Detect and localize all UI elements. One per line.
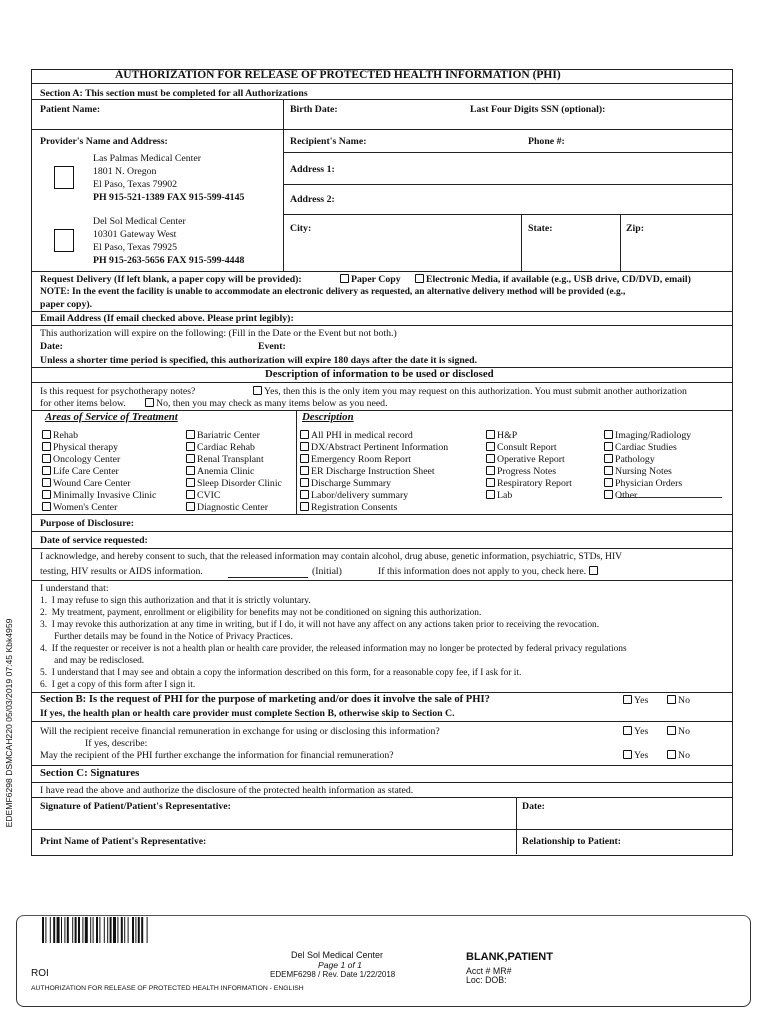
facility-1-line: PH 915-521-1389 FAX 915-599-4145: [93, 192, 245, 203]
state-label[interactable]: State:: [528, 223, 553, 234]
footer-loc: Loc: DOB:: [466, 975, 507, 985]
checkbox-label: DX/Abstract Pertinent Information: [311, 442, 449, 453]
checkbox[interactable]: [486, 454, 495, 463]
checkbox-option[interactable]: [486, 454, 565, 465]
electronic-label: Electronic Media, if available (e.g., USB drive, CD/DVD, email): [426, 274, 691, 285]
checkbox-option[interactable]: [486, 430, 517, 441]
understand-item: 1. I may refuse to sign this authorization and that it is strictly voluntary.: [40, 596, 311, 606]
checkbox-option[interactable]: [300, 466, 435, 477]
b-question-1: Will the recipient receive financial remuneration in exchange for using or disclosing this information?: [40, 726, 440, 737]
b-main-yes-checkbox[interactable]: [623, 695, 632, 704]
checkbox-label: Nursing Notes: [615, 466, 672, 477]
checkbox-label: Oncology Center: [53, 454, 121, 465]
b-q2-no[interactable]: [667, 750, 690, 761]
footer-page: Page 1 of 1: [318, 960, 362, 970]
checkbox[interactable]: [186, 466, 195, 475]
checkbox-label: CVIC: [197, 490, 221, 501]
understand-intro: I understand that:: [40, 583, 109, 594]
checkbox-label: Sleep Disorder Clinic: [197, 478, 282, 489]
checkbox-label: Pathology: [615, 454, 655, 465]
divider: [284, 214, 733, 215]
delivery-label: Request Delivery (If left blank, a paper copy will be provided):: [40, 274, 302, 285]
checkbox-label: Life Care Center: [53, 466, 119, 477]
checkbox[interactable]: [300, 466, 309, 475]
checkbox-option[interactable]: [604, 442, 677, 453]
barcode-bar: [121, 917, 123, 943]
section-b-heading: Section B: Is the request of PHI for the purpose of marketing and/or does it involve the sale of PHI?: [40, 694, 490, 705]
psych-no-label: No, then you may check as many items below as you need.: [156, 398, 388, 409]
barcode-bar: [104, 917, 105, 943]
checkbox-option[interactable]: [186, 466, 254, 477]
description-subheading: Description: [302, 411, 354, 423]
divider: [620, 214, 621, 271]
checkbox[interactable]: [300, 454, 309, 463]
checkbox[interactable]: [42, 442, 51, 451]
no-label: No: [678, 726, 690, 737]
delivery-note: paper copy).: [40, 299, 93, 310]
electronic-option[interactable]: [415, 274, 691, 285]
address1-label[interactable]: Address 1:: [290, 164, 335, 175]
understand-item: 5. I understand that I may see and obtain a copy the information described on this form, for a reasonable copy fee, if I ask for it.: [40, 668, 522, 678]
divider: [516, 797, 517, 854]
checkbox[interactable]: [604, 478, 613, 487]
checkbox-option[interactable]: [42, 466, 119, 477]
checkbox-label: Progress Notes: [497, 466, 557, 477]
psych-no-option[interactable]: [145, 398, 388, 409]
divider: [31, 325, 733, 326]
checkbox-option[interactable]: [186, 502, 268, 513]
checkbox-option[interactable]: [604, 430, 691, 441]
not-apply-checkbox[interactable]: [589, 566, 598, 575]
psych-question: Is this request for psychotherapy notes?: [40, 386, 196, 397]
not-apply-option[interactable]: [378, 566, 600, 577]
barcode-bar: [93, 917, 94, 943]
checkbox-option[interactable]: [186, 454, 264, 465]
divider: [296, 410, 297, 514]
barcode-bar: [113, 917, 116, 943]
yes-label: Yes: [634, 695, 649, 706]
section-c-heading: Section C: Signatures: [40, 767, 140, 779]
relationship-label[interactable]: Relationship to Patient:: [522, 836, 622, 847]
checkbox-option[interactable]: [604, 490, 637, 501]
barcode-bar: [99, 917, 100, 943]
divider: [31, 797, 733, 798]
barcode-bar: [135, 917, 136, 943]
facility-1-line: 1801 N. Oregon: [93, 166, 157, 177]
checkbox[interactable]: [486, 430, 495, 439]
checkbox-option[interactable]: [186, 490, 220, 501]
checkbox[interactable]: [42, 466, 51, 475]
birth-date-label[interactable]: Birth Date:: [290, 104, 338, 115]
divider: [283, 99, 284, 129]
checkbox[interactable]: [604, 490, 613, 499]
checkbox-label: Consult Report: [497, 442, 557, 453]
checkbox-label: Emergency Room Report: [311, 454, 411, 465]
section-c-read: I have read the above and authorize the disclosure of the protected health information as stated.: [40, 785, 414, 796]
divider: [31, 514, 733, 515]
checkbox[interactable]: [300, 478, 309, 487]
phone-label[interactable]: Phone #:: [528, 136, 565, 147]
barcode-bar: [57, 917, 60, 943]
checkbox[interactable]: [604, 442, 613, 451]
sign-date-label[interactable]: Date:: [522, 801, 545, 812]
paper-copy-checkbox[interactable]: [340, 274, 349, 283]
checkbox-option[interactable]: [300, 430, 413, 441]
recipient-label[interactable]: Recipient's Name:: [290, 136, 367, 147]
facility-1-line: El Paso, Texas 79902: [93, 179, 178, 190]
initial-label: (Initial): [312, 566, 342, 577]
provider-label: Provider's Name and Address:: [40, 136, 168, 147]
areas-heading: Areas of Service of Treatment: [45, 411, 178, 423]
understand-item: 4. If the requester or receiver is not a health plan or health care provider, the released information may no longer be protected by federal privacy regulations: [40, 644, 627, 654]
checkbox-option[interactable]: [42, 430, 78, 441]
barcode-bar: [61, 917, 62, 943]
checkbox[interactable]: [300, 502, 309, 511]
checkbox-label: Operative Report: [497, 454, 565, 465]
checkbox-label: Lab: [497, 490, 513, 501]
print-name-label[interactable]: Print Name of Patient's Representative:: [40, 836, 207, 847]
checkbox-option[interactable]: [186, 478, 282, 489]
divider: [284, 184, 733, 185]
facility-2-line: 10301 Gateway West: [93, 229, 177, 240]
checkbox[interactable]: [42, 478, 51, 487]
divider: [31, 382, 733, 383]
facility-2-checkbox[interactable]: [54, 229, 74, 252]
patient-name-label[interactable]: Patient Name:: [40, 104, 101, 115]
divider: [31, 311, 733, 312]
checkbox-option[interactable]: [604, 454, 655, 465]
checkbox-label: Diagnostic Center: [197, 502, 269, 513]
checkbox[interactable]: [486, 478, 495, 487]
footer-acct: Acct # MR#: [466, 966, 512, 976]
checkbox-label: All PHI in medical record: [311, 430, 413, 441]
initial-line[interactable]: [228, 577, 308, 578]
checkbox-option[interactable]: [486, 466, 556, 477]
psych-yes-checkbox[interactable]: [253, 386, 262, 395]
checkbox[interactable]: [42, 430, 51, 439]
not-apply-label: If this information does not apply to you, check here.: [378, 566, 587, 577]
checkbox-option[interactable]: [300, 454, 411, 465]
checkbox-label: Minimally Invasive Clinic: [53, 490, 157, 501]
checkbox-label: Bariatric Center: [197, 430, 260, 441]
checkbox-option[interactable]: [42, 478, 131, 489]
yes-label: Yes: [634, 750, 649, 761]
divider: [31, 271, 733, 272]
checkbox-label: Cardiac Rehab: [197, 442, 255, 453]
unless-text: Unless a shorter time period is specified, this authorization will expire 180 days after the date it is signed.: [40, 355, 478, 366]
barcode-bar: [45, 917, 46, 943]
divider: [31, 782, 733, 783]
barcode-bar: [78, 917, 80, 943]
barcode-bar: [117, 917, 118, 943]
checkbox[interactable]: [42, 490, 51, 499]
footer-facility: Del Sol Medical Center: [291, 950, 384, 960]
acknowledge-text: I acknowledge, and hereby consent to such, that the released information may contain alcohol, drug abuse, genetic information, psychiatric, STDs, HIV: [40, 551, 623, 562]
checkbox-option[interactable]: [486, 478, 572, 489]
divider: [284, 152, 733, 153]
yes-label: Yes: [634, 726, 649, 737]
checkbox-option[interactable]: [186, 442, 255, 453]
barcode-bar: [72, 917, 73, 943]
divider: [283, 129, 284, 271]
divider: [31, 548, 733, 549]
divider: [31, 692, 733, 693]
b-describe-label[interactable]: If yes, describe:: [85, 738, 148, 749]
checkbox-label: Discharge Summary: [311, 478, 392, 489]
zip-label[interactable]: Zip:: [626, 223, 644, 234]
barcode-bar: [96, 917, 98, 943]
barcode-bar: [82, 917, 83, 943]
b-main-no[interactable]: [667, 695, 690, 706]
no-label: No: [678, 695, 690, 706]
psych-yes-option[interactable]: [253, 386, 687, 397]
checkbox-option[interactable]: [604, 478, 682, 489]
checkbox-option[interactable]: [300, 502, 397, 513]
checkbox[interactable]: [604, 454, 613, 463]
email-label[interactable]: Email Address (If email checked above. Please print legibly):: [40, 313, 294, 324]
checkbox[interactable]: [42, 502, 51, 511]
checkbox[interactable]: [486, 490, 495, 499]
checkbox-label: Wound Care Center: [53, 478, 131, 489]
checkbox-label: Respiratory Report: [497, 478, 572, 489]
checkbox-option[interactable]: [42, 490, 156, 501]
barcode-bar: [147, 917, 148, 943]
checkbox[interactable]: [186, 454, 195, 463]
b-q1-yes-checkbox[interactable]: [623, 726, 632, 735]
b-q1-yes[interactable]: [623, 726, 648, 737]
electronic-checkbox[interactable]: [415, 274, 424, 283]
checkbox[interactable]: [186, 478, 195, 487]
checkbox-label: Registration Consents: [311, 502, 398, 513]
understand-item: 6. I get a copy of this form after I sign it.: [40, 680, 196, 690]
b-q2-yes-checkbox[interactable]: [623, 750, 632, 759]
divider: [31, 531, 733, 532]
facility-2-line: El Paso, Texas 79925: [93, 242, 178, 253]
footer-patient: BLANK,PATIENT: [466, 951, 553, 963]
psych-yes-label: Yes, then this is the only item you may request on this authorization. You must submit another authorization: [264, 386, 687, 397]
expire-text: This authorization will expire on the following: (Fill in the Date or the Event but not both.): [40, 328, 397, 339]
description-heading: Description of information to be used or disclosed: [265, 368, 494, 380]
b-q1-no-checkbox[interactable]: [667, 726, 676, 735]
divider: [31, 765, 733, 766]
date-service-label[interactable]: Date of service requested:: [40, 535, 148, 546]
b-q1-no[interactable]: [667, 726, 690, 737]
checkbox-option[interactable]: [42, 502, 117, 513]
barcode-bar: [124, 917, 125, 943]
address2-label[interactable]: Address 2:: [290, 194, 335, 205]
checkbox-label: Cardiac Studies: [615, 442, 677, 453]
checkbox-label: Physical therapy: [53, 442, 119, 453]
purpose-label[interactable]: Purpose of Disclosure:: [40, 518, 134, 529]
checkbox-option[interactable]: [300, 478, 391, 489]
checkbox-option[interactable]: [486, 442, 557, 453]
event-label[interactable]: Event:: [258, 341, 286, 352]
b-question-2: May the recipient of the PHI further exchange the information for financial remuneration?: [40, 750, 394, 761]
b-q2-yes[interactable]: [623, 750, 648, 761]
footer-roi: ROI: [31, 968, 49, 979]
checkbox[interactable]: [300, 442, 309, 451]
checkbox-option[interactable]: [486, 490, 512, 501]
barcode-bar: [132, 917, 134, 943]
barcode-bar: [53, 917, 55, 943]
barcode-bar: [141, 917, 143, 943]
checkbox-label: Imaging/Radiology: [615, 430, 692, 441]
signature-label[interactable]: Signature of Patient/Patient's Representative:: [40, 801, 231, 812]
b-main-yes[interactable]: [623, 695, 648, 706]
facility-1-checkbox[interactable]: [54, 166, 74, 189]
other-field-line[interactable]: [618, 497, 722, 498]
barcode-bar: [50, 917, 51, 943]
checkbox[interactable]: [186, 490, 195, 499]
psych-question-cont: for other items below.: [40, 398, 126, 409]
barcode: [42, 917, 188, 943]
b-q2-no-checkbox[interactable]: [667, 750, 676, 759]
understand-item: and may be redisclosed.: [40, 656, 145, 666]
footer-form-id: EDEMF6298 / Rev. Date 1/22/2018: [270, 970, 396, 979]
checkbox-option[interactable]: [42, 442, 118, 453]
checkbox-label: Women's Center: [53, 502, 118, 513]
b-main-no-checkbox[interactable]: [667, 695, 676, 704]
facility-1-line: Las Palmas Medical Center: [93, 153, 202, 164]
facility-2-line: PH 915-263-5656 FAX 915-599-4448: [93, 255, 245, 266]
barcode-bar: [64, 917, 65, 943]
barcode-bar: [128, 917, 129, 943]
divider: [31, 829, 733, 830]
divider: [31, 721, 733, 722]
facility-2-line: Del Sol Medical Center: [93, 216, 186, 227]
barcode-bar: [90, 917, 91, 943]
divider: [31, 99, 733, 100]
section-a-heading: Section A: This section must be completed for all Authorizations: [40, 88, 308, 99]
acknowledge-text: testing, HIV results or AIDS information.: [40, 566, 203, 577]
checkbox-option[interactable]: [300, 490, 408, 501]
checkbox-option[interactable]: [604, 466, 672, 477]
checkbox-option[interactable]: [42, 454, 120, 465]
checkbox-option[interactable]: [300, 442, 448, 453]
footer-form-title: AUTHORIZATION FOR RELEASE OF PROTECTED HEALTH INFORMATION - ENGLISH: [31, 985, 304, 992]
checkbox-label: Renal Transplant: [197, 454, 264, 465]
no-label: No: [678, 750, 690, 761]
understand-item: 2. My treatment, payment, enrollment or eligibility for benefits may not be conditioned on signing this authorization.: [40, 608, 482, 618]
form-title: AUTHORIZATION FOR RELEASE OF PROTECTED HEALTH INFORMATION (PHI): [115, 69, 561, 81]
checkbox-label: Labor/delivery summary: [311, 490, 409, 501]
checkbox-option[interactable]: [186, 430, 260, 441]
understand-item: 3. I may revoke this authorization at any time in writing, but if I do, it will not have any affect on any actions taken prior to receiving the revocation.: [40, 620, 600, 630]
checkbox[interactable]: [486, 466, 495, 475]
paper-copy-option[interactable]: [340, 274, 401, 285]
divider: [31, 129, 733, 130]
psych-no-checkbox[interactable]: [145, 398, 154, 407]
date-label[interactable]: Date:: [40, 341, 63, 352]
paper-copy-label: Paper Copy: [351, 274, 401, 285]
checkbox-label: ER Discharge Instruction Sheet: [311, 466, 435, 477]
barcode-bar: [67, 917, 69, 943]
section-b-subtext: If yes, the health plan or health care provider must complete Section B, otherwise skip to Section C.: [40, 708, 455, 719]
side-stamp: EDEMF6298 DSMCAH220 05/03/2019 07:45 Kbk4959: [4, 618, 14, 828]
delivery-note: NOTE: In the event the facility is unable to accommodate an electronic delivery as requested, an alternative delivery method will be provided (e.g.,: [40, 287, 626, 297]
barcode-bar: [85, 917, 88, 943]
checkbox[interactable]: [186, 430, 195, 439]
checkbox[interactable]: [300, 490, 309, 499]
ssn-label[interactable]: Last Four Digits SSN (optional):: [470, 104, 606, 115]
barcode-bar: [110, 917, 112, 943]
checkbox-label: Rehab: [53, 430, 79, 441]
divider: [521, 214, 522, 271]
checkbox[interactable]: [486, 442, 495, 451]
checkbox[interactable]: [42, 454, 51, 463]
barcode-bar: [138, 917, 140, 943]
checkbox-label: H&P: [497, 430, 518, 441]
city-label[interactable]: City:: [290, 223, 312, 234]
checkbox[interactable]: [300, 430, 309, 439]
checkbox[interactable]: [604, 430, 613, 439]
understand-item: Further details may be found in the Notice of Privacy Practices.: [40, 632, 293, 642]
barcode-bar: [75, 917, 77, 943]
checkbox-label: Other: [615, 490, 638, 501]
checkbox[interactable]: [186, 502, 195, 511]
checkbox-label: Anemia Clinic: [197, 466, 255, 477]
checkbox[interactable]: [186, 442, 195, 451]
barcode-bar: [42, 917, 44, 943]
checkbox-label: Physician Orders: [615, 478, 683, 489]
barcode-bar: [107, 917, 108, 943]
divider: [31, 580, 733, 581]
checkbox[interactable]: [604, 466, 613, 475]
